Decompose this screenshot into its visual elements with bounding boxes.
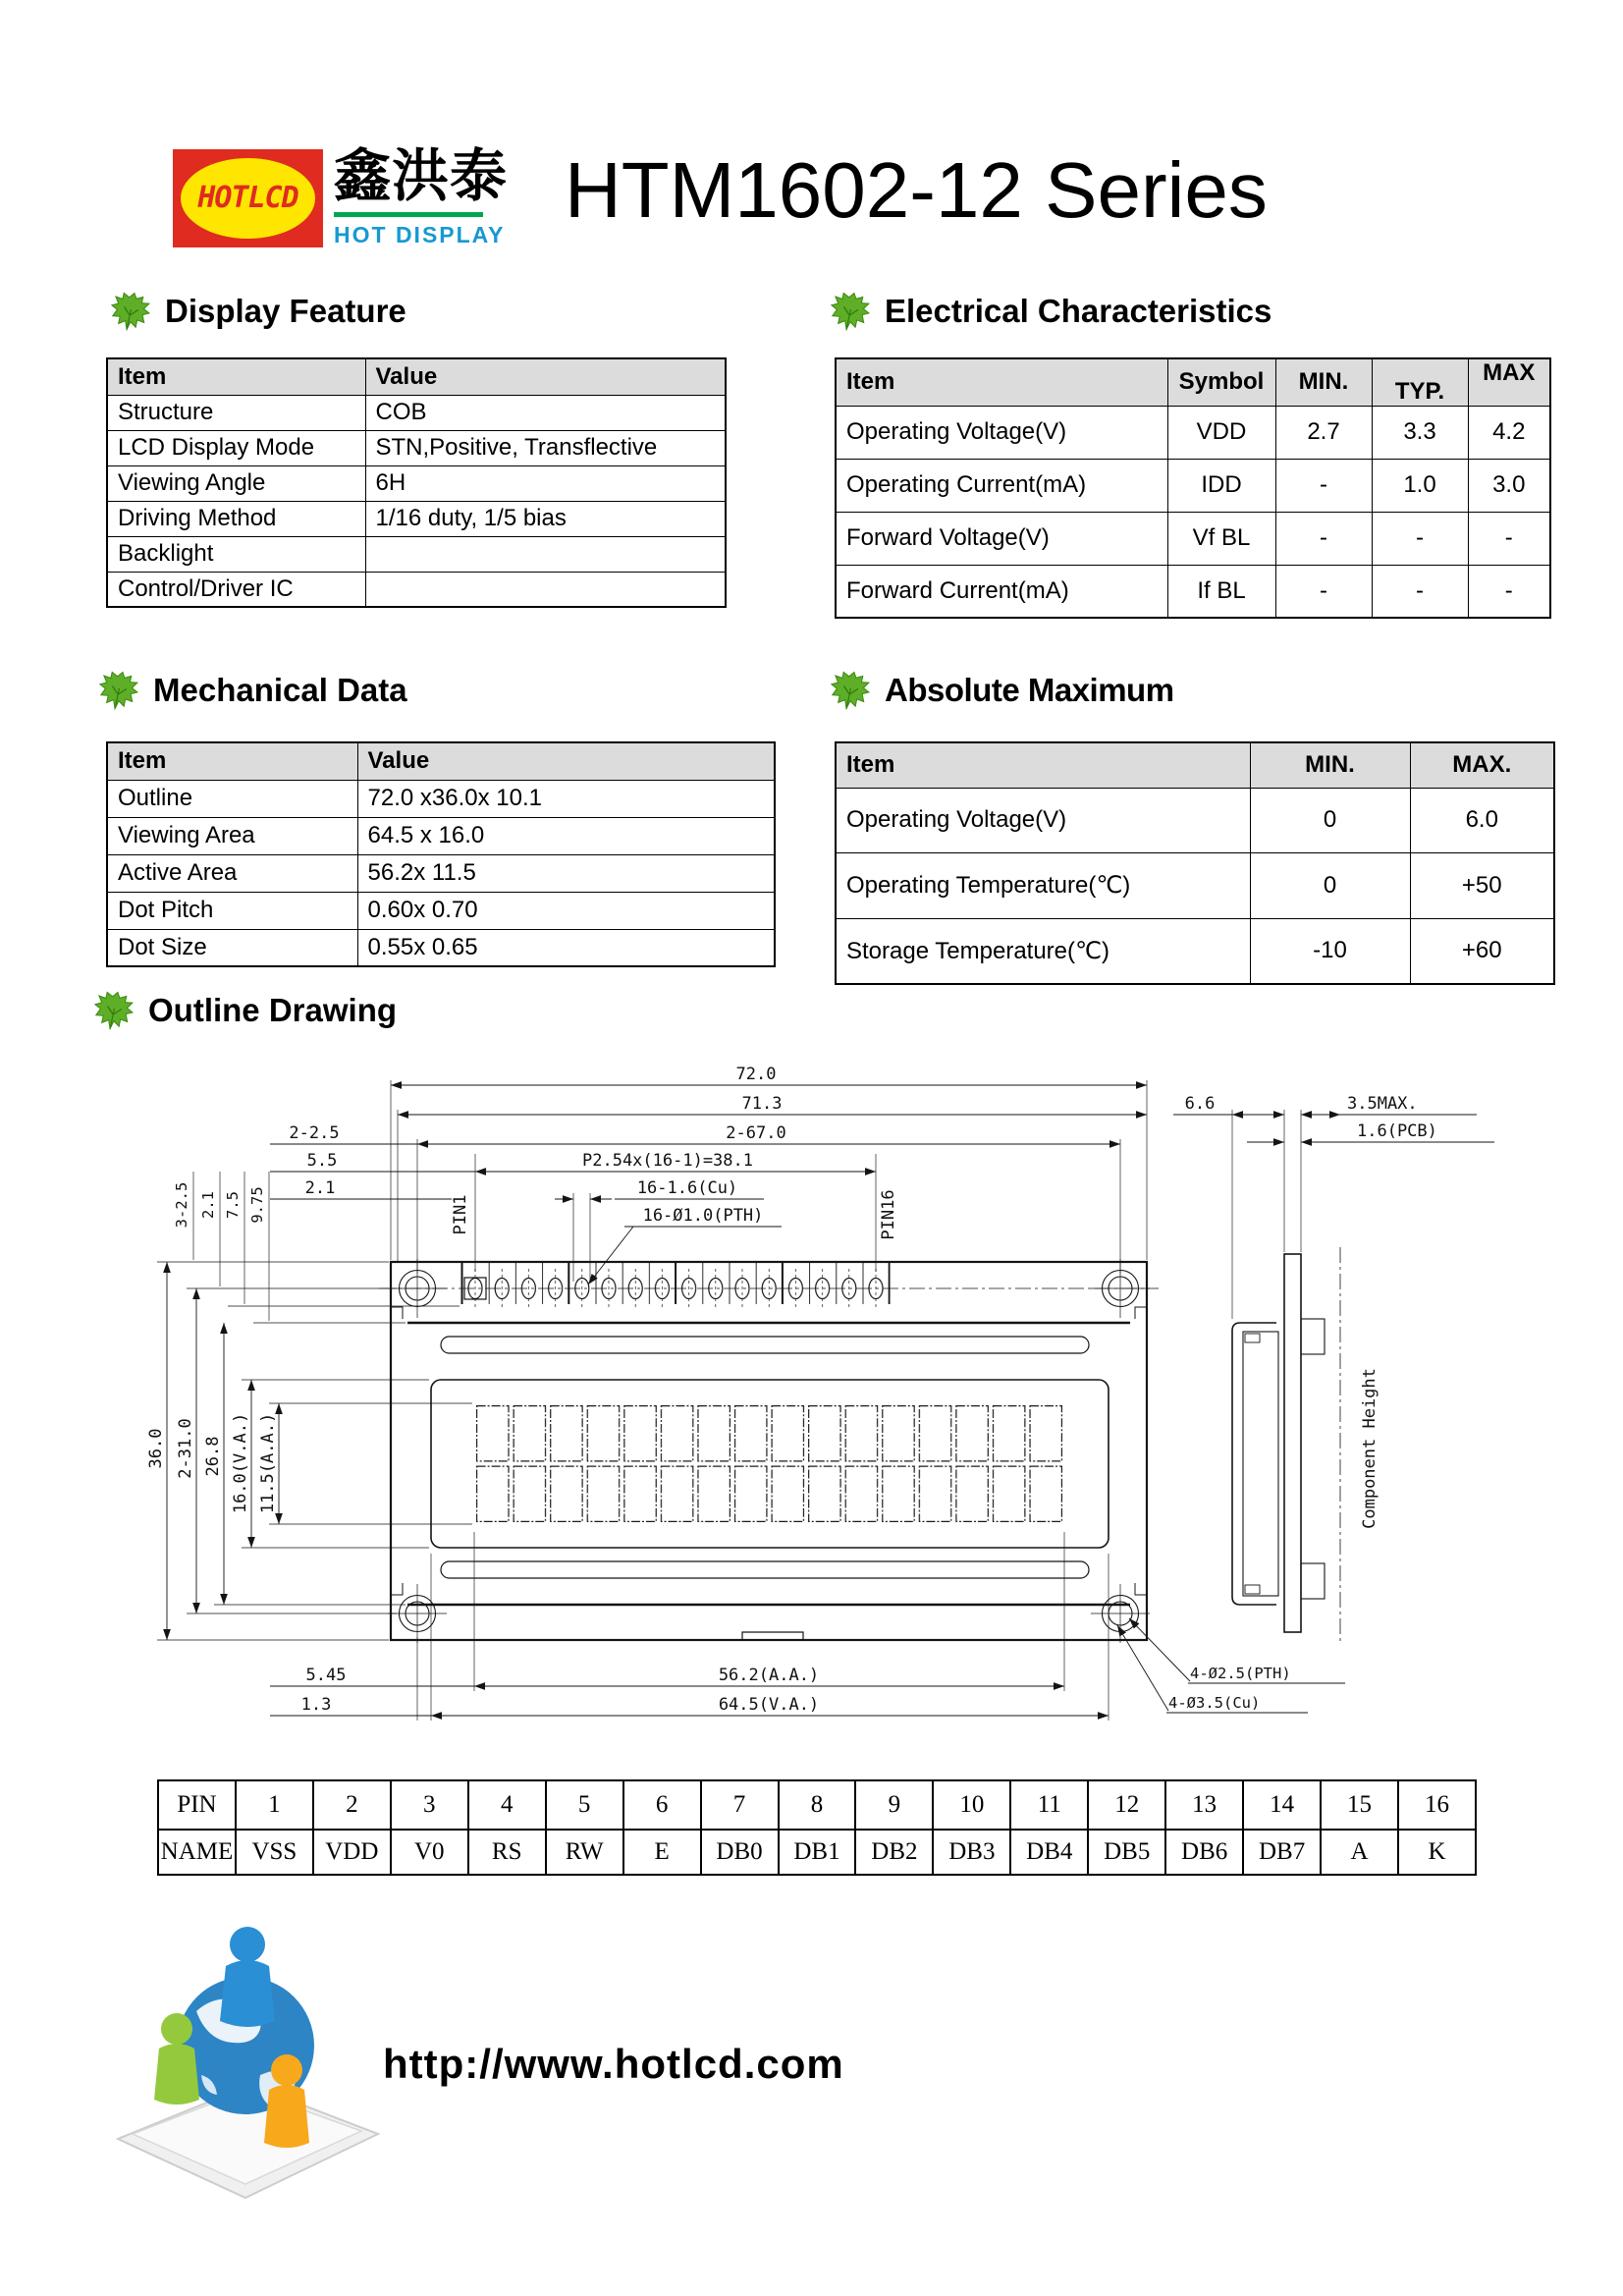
dim-mount-cu: 4-Ø3.5(Cu) [1168, 1694, 1261, 1712]
column-header: MIN. [1275, 358, 1372, 406]
cell: - [1468, 565, 1550, 618]
section-title: Electrical Characteristics [885, 293, 1272, 329]
cell: Forward Current(mA) [836, 565, 1167, 618]
cell: Active Area [107, 854, 357, 892]
dim-hole-edge: 2-2.5 [289, 1123, 340, 1143]
dim-pad: 16-1.6(Cu) [636, 1178, 738, 1198]
dimension-lines [167, 1085, 1494, 1716]
pin-number: 13 [1165, 1780, 1243, 1830]
logo-green-bar [334, 212, 483, 217]
dim-aa-h: 11.5(A.A.) [258, 1412, 278, 1514]
component-height-label: Component Height [1360, 1368, 1380, 1529]
display-feature-table [106, 357, 727, 608]
dim-pin1-offset: 5.5 [306, 1151, 338, 1171]
pin1-label: PIN1 [451, 1194, 470, 1235]
column-header: Value [357, 742, 775, 780]
person-blue [220, 1927, 275, 2027]
pin-name: DB6 [1165, 1830, 1243, 1875]
cell: Dot Pitch [107, 892, 357, 929]
column-header: Item [107, 742, 357, 780]
cell: - [1275, 565, 1372, 618]
cell [365, 572, 726, 607]
pin-number: 8 [779, 1780, 856, 1830]
pin-number: 2 [313, 1780, 391, 1830]
column-header: MIN. [1250, 742, 1410, 788]
mechanical-table [106, 741, 776, 967]
dim-left-b: 7.5 [224, 1191, 242, 1219]
cell: If BL [1167, 565, 1275, 618]
pin-table [157, 1779, 1477, 1876]
pin-name: DB4 [1010, 1830, 1088, 1875]
dim-mount-pth: 4-Ø2.5(PTH) [1190, 1665, 1291, 1682]
cell: 56.2x 11.5 [357, 854, 775, 892]
cell: Driving Method [107, 501, 365, 536]
company-logo [173, 149, 323, 247]
cell: -10 [1250, 918, 1410, 984]
pin-name: DB2 [855, 1830, 933, 1875]
cell: STN,Positive, Transflective [365, 430, 726, 465]
pin-name: V0 [391, 1830, 468, 1875]
pin-header: PIN [158, 1780, 236, 1830]
pin-name: DB1 [779, 1830, 856, 1875]
logo-chinese-name: 鑫洪泰 [334, 144, 509, 208]
section-title: Outline Drawing [148, 992, 398, 1028]
footer-logo [79, 1893, 403, 2208]
cell: VDD [1167, 406, 1275, 459]
cell: Dot Size [107, 929, 357, 966]
extension-lines [157, 1080, 1301, 1721]
dim-va-w: 64.5(V.A.) [718, 1695, 820, 1715]
outline-drawing [69, 1056, 1556, 1738]
cell: COB [365, 395, 726, 430]
dim-left-c: 9.75 [248, 1186, 266, 1224]
pin-number: 7 [701, 1780, 779, 1830]
pin-number: 4 [468, 1780, 546, 1830]
cell: 3.0 [1468, 459, 1550, 512]
page-title: HTM1602-12 Series [565, 146, 1268, 234]
dim-va-h: 16.0(V.A.) [231, 1412, 250, 1514]
pin-name: E [623, 1830, 701, 1875]
dimension-labels [146, 1065, 1437, 1715]
section-outline-drawing [93, 990, 397, 1031]
leaf-icon [98, 670, 139, 711]
pin-name: DB7 [1243, 1830, 1321, 1875]
cell: 6.0 [1410, 788, 1554, 852]
cell: - [1468, 512, 1550, 565]
cell: +50 [1410, 852, 1554, 918]
cell: 64.5 x 16.0 [357, 817, 775, 854]
dim-pin-pitch: P2.54x(16-1)=38.1 [582, 1151, 753, 1171]
cell [365, 536, 726, 572]
site-url: http://www.hotlcd.com [383, 2041, 844, 2087]
dim-pin-hole: 16-Ø1.0(PTH) [642, 1206, 764, 1226]
front-view [379, 1259, 1159, 1643]
column-header: Item [836, 358, 1167, 406]
pin-name: DB0 [701, 1830, 779, 1875]
cell: 4.2 [1468, 406, 1550, 459]
dim-side-max: 3.5MAX. [1347, 1094, 1418, 1114]
logo-text: HOTLCD [197, 181, 298, 215]
cell: 2.7 [1275, 406, 1372, 459]
cell: 0.55x 0.65 [357, 929, 775, 966]
column-header: Item [836, 742, 1250, 788]
dim-side-pcb: 1.6(PCB) [1357, 1121, 1437, 1141]
leaf-icon [830, 291, 871, 332]
pin-number: 9 [855, 1780, 933, 1830]
cell: - [1372, 512, 1468, 565]
section-title: Absolute Maximum [885, 672, 1174, 708]
cell: 6H [365, 465, 726, 501]
dim-aa-offset: 5.45 [305, 1666, 347, 1685]
pin-number: 1 [236, 1780, 313, 1830]
pin-name: RW [546, 1830, 623, 1875]
cell: Operating Voltage(V) [836, 406, 1167, 459]
cell: Operating Temperature(℃) [836, 852, 1250, 918]
pin-number: 11 [1010, 1780, 1088, 1830]
dim-hole-span-h: 2-67.0 [726, 1123, 786, 1143]
cell: 0.60x 0.70 [357, 892, 775, 929]
section-display-feature [110, 291, 406, 332]
cell: Control/Driver IC [107, 572, 365, 607]
electrical-table [835, 357, 1551, 619]
column-header: MAX. [1410, 742, 1554, 788]
cell: Backlight [107, 536, 365, 572]
cell: Viewing Angle [107, 465, 365, 501]
pin-name: VSS [236, 1830, 313, 1875]
cell: - [1275, 459, 1372, 512]
cell: Operating Voltage(V) [836, 788, 1250, 852]
dim-aa-w: 56.2(A.A.) [718, 1666, 820, 1685]
cell: 3.3 [1372, 406, 1468, 459]
section-mechanical [98, 670, 407, 711]
cell: Forward Voltage(V) [836, 512, 1167, 565]
pin-number: 16 [1398, 1780, 1476, 1830]
leaf-icon [830, 670, 871, 711]
leaf-icon [93, 990, 135, 1031]
character-grid [474, 1403, 1064, 1524]
cell: Structure [107, 395, 365, 430]
pin-number: 12 [1088, 1780, 1165, 1830]
cell: 0 [1250, 788, 1410, 852]
dim-width-pcb: 71.3 [741, 1094, 783, 1114]
pin-name: VDD [313, 1830, 391, 1875]
column-header: Symbol [1167, 358, 1275, 406]
cell: Outline [107, 780, 357, 817]
pin-name: DB3 [933, 1830, 1010, 1875]
pin-number: 3 [391, 1780, 468, 1830]
column-header: MAX [1468, 358, 1550, 406]
dim-hole-span-v: 2-31.0 [176, 1418, 195, 1479]
section-electrical [830, 291, 1271, 332]
dim-height-total: 36.0 [146, 1428, 166, 1469]
pin-name: A [1321, 1830, 1398, 1875]
cell: 72.0 x36.0x 10.1 [357, 780, 775, 817]
dim-corner: 3-2.5 [173, 1181, 190, 1229]
pcb-side [1284, 1254, 1301, 1632]
cell: Storage Temperature(℃) [836, 918, 1250, 984]
leaf-icon [110, 291, 151, 332]
mounting-hole [1091, 1584, 1150, 1643]
pin-name: RS [468, 1830, 546, 1875]
dim-frame-h: 26.8 [203, 1436, 223, 1477]
pin-number: 15 [1321, 1780, 1398, 1830]
cell: Operating Current(mA) [836, 459, 1167, 512]
logo-subtitle: HOT DISPLAY [334, 222, 506, 247]
cell: IDD [1167, 459, 1275, 512]
dim-side-gap: 6.6 [1184, 1094, 1216, 1114]
pin-number: 6 [623, 1780, 701, 1830]
dim-width-total: 72.0 [735, 1065, 777, 1084]
cell: - [1275, 512, 1372, 565]
pin-number: 10 [933, 1780, 1010, 1830]
cell: Vf BL [1167, 512, 1275, 565]
column-header: Value [365, 358, 726, 395]
absolute-maximum-table [835, 741, 1555, 985]
section-title: Display Feature [165, 293, 406, 329]
pin16-label: PIN16 [879, 1189, 898, 1240]
cell: LCD Display Mode [107, 430, 365, 465]
dim-left-a: 2.1 [199, 1191, 217, 1219]
cell: 0 [1250, 852, 1410, 918]
section-title: Mechanical Data [153, 672, 407, 708]
pin-number: 14 [1243, 1780, 1321, 1830]
column-header: Item [107, 358, 365, 395]
section-absolute-maximum [830, 670, 1174, 711]
pin-header: NAME [158, 1830, 236, 1875]
pin-name: DB5 [1088, 1830, 1165, 1875]
dim-pad-offset: 2.1 [304, 1178, 336, 1198]
cell: - [1372, 565, 1468, 618]
cell: 1.0 [1372, 459, 1468, 512]
cell: +60 [1410, 918, 1554, 984]
column-header: TYP. [1372, 358, 1468, 406]
side-view [1232, 1247, 1340, 1645]
cell: 1/16 duty, 1/5 bias [365, 501, 726, 536]
cell: Viewing Area [107, 817, 357, 854]
pin-name: K [1398, 1830, 1476, 1875]
pin-number: 5 [546, 1780, 623, 1830]
dim-va-offset: 1.3 [300, 1695, 332, 1715]
